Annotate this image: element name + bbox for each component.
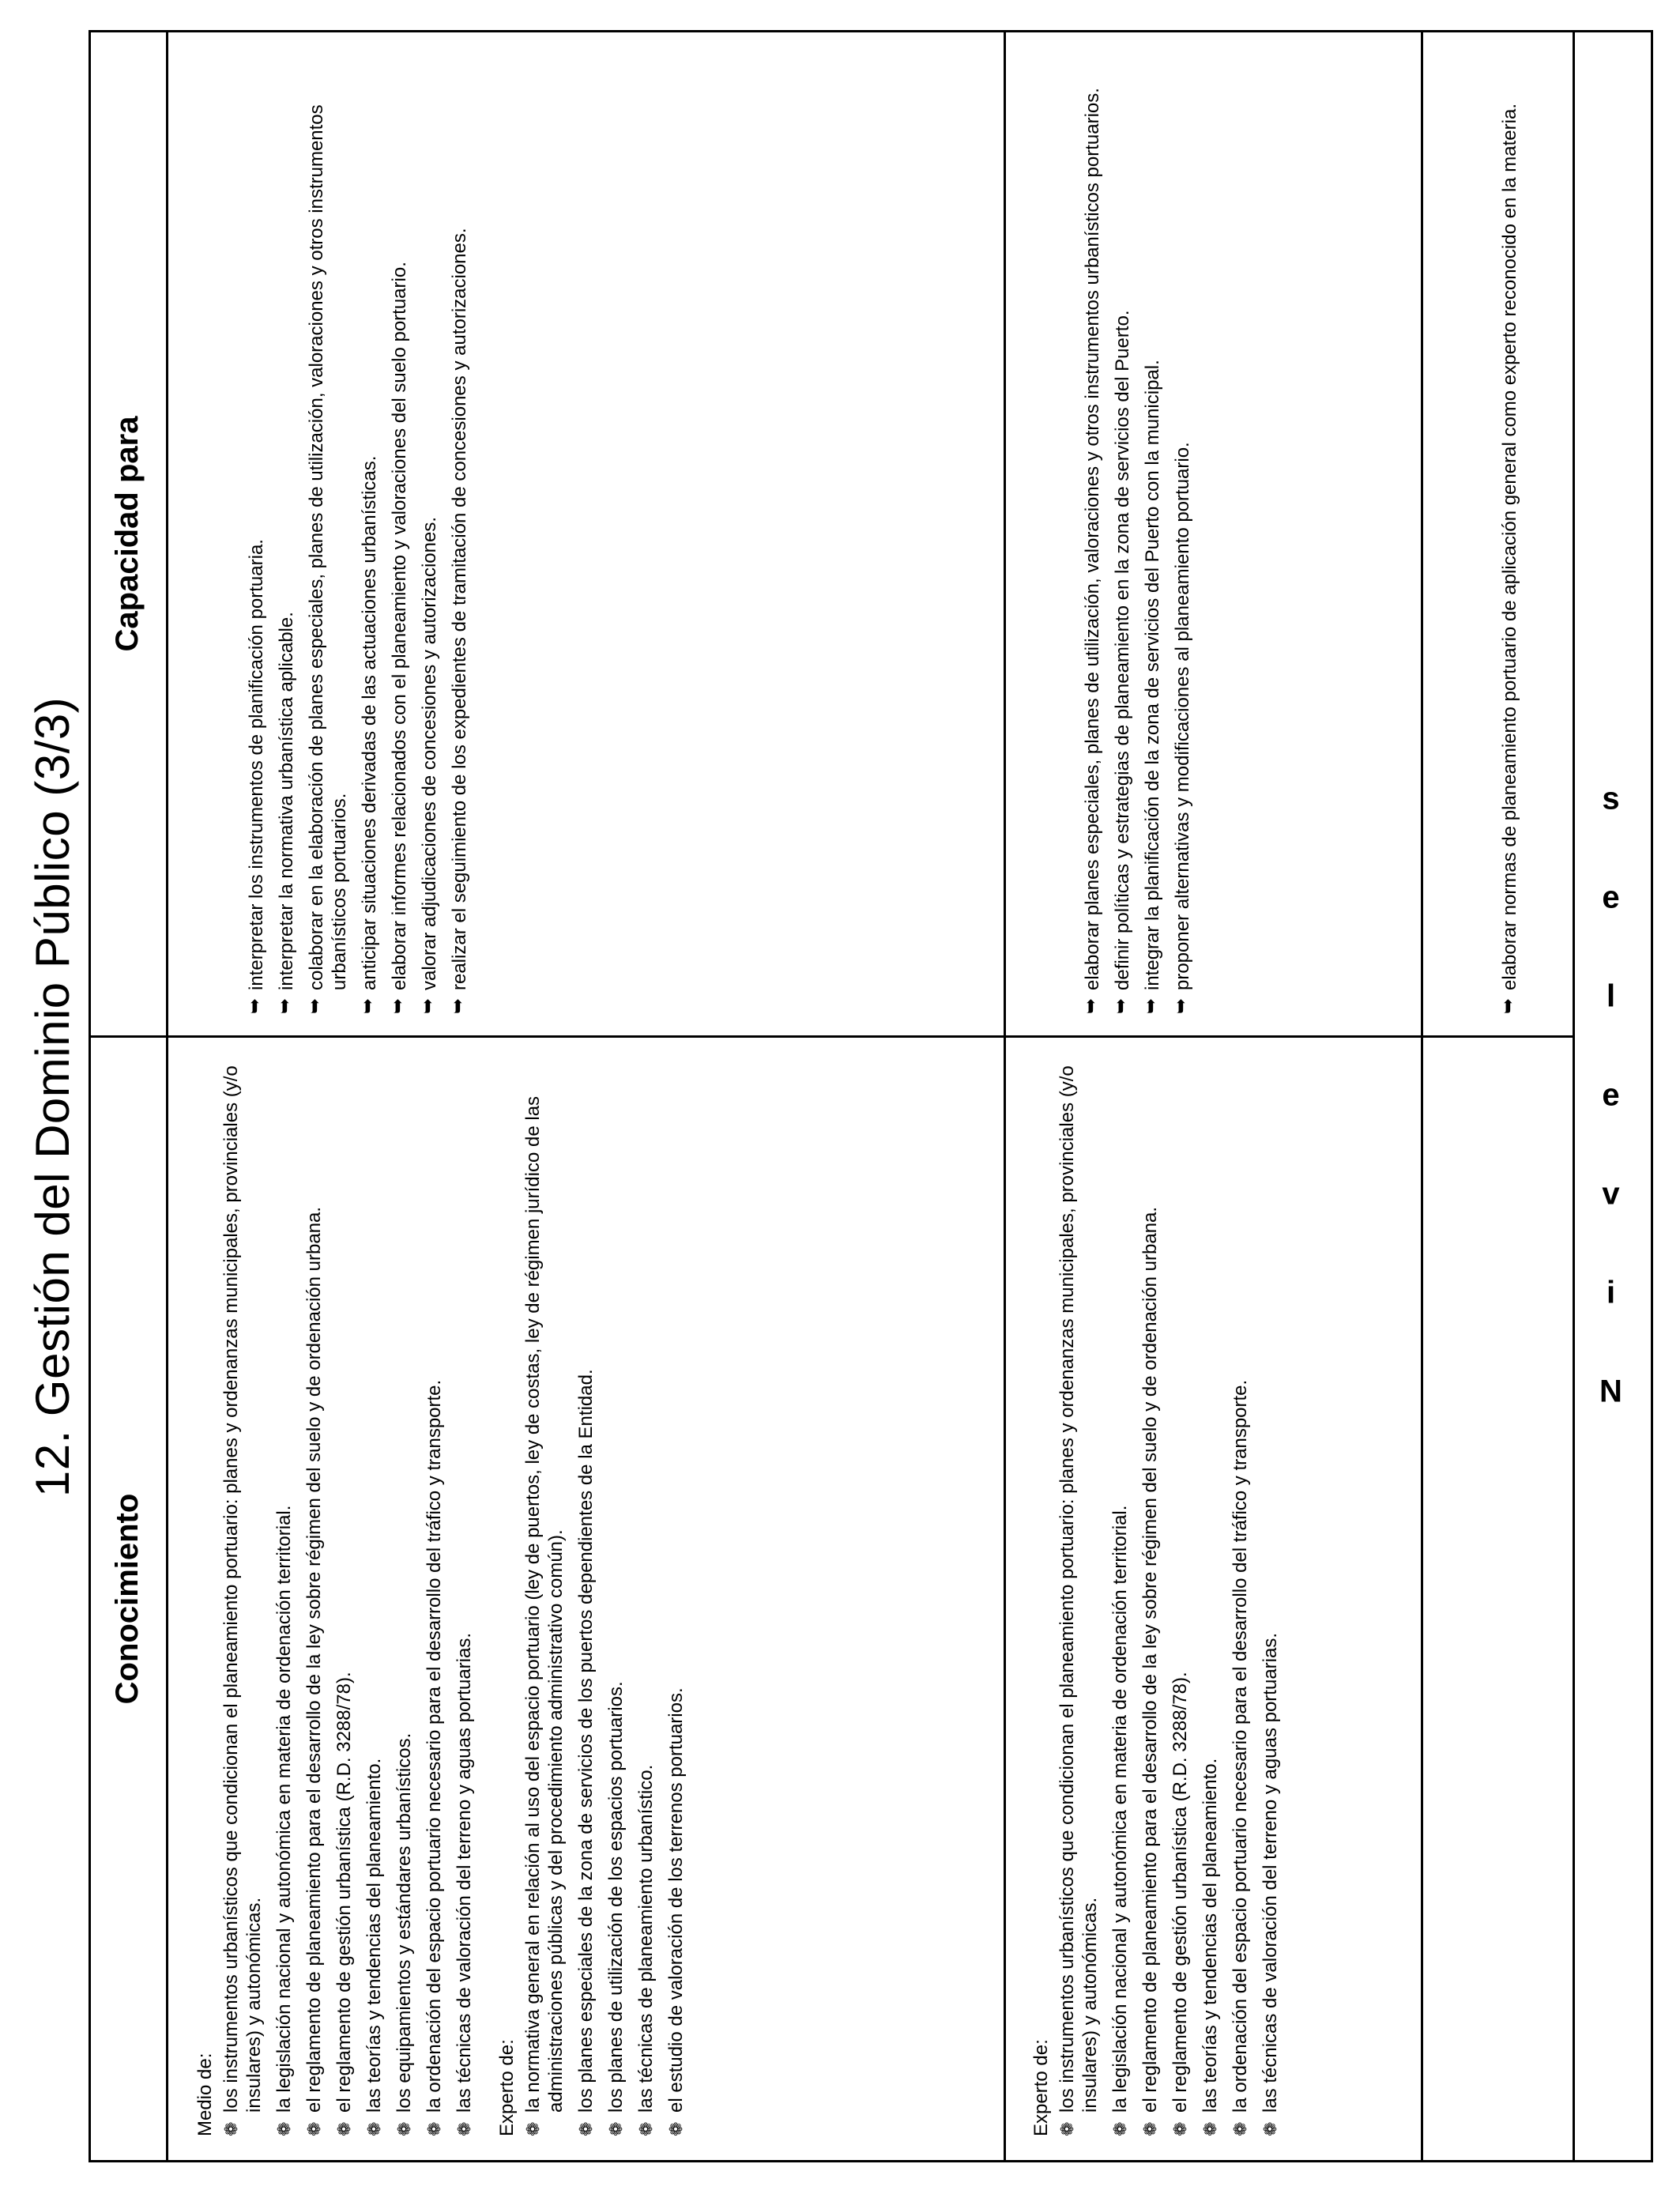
- knowledge-item-text: el estudio de valoración de los terrenos portuarios.: [665, 1687, 687, 2113]
- arrow-bullet-icon: ➥: [1170, 997, 1192, 1014]
- knowledge-item: [665, 1054, 687, 2136]
- flower-bullet-icon: ❁: [394, 2121, 414, 2136]
- niveles-letter: l: [1606, 978, 1615, 1014]
- knowledge-item: [635, 1054, 657, 2136]
- knowledge-item-text: los planes de utilización de los espacios portuarios.: [605, 1681, 627, 2113]
- capacity-item-text: definir políticas y estrategias de planeamiento en la zona de servicios del Puerto.: [1112, 310, 1133, 990]
- knowledge-cell: [194, 1054, 695, 2136]
- arrow-bullet-icon: ➥: [447, 997, 469, 1014]
- knowledge-item: [393, 1054, 416, 2136]
- knowledge-item: [273, 1054, 296, 2136]
- knowledge-item-text: las teorías y tendencias del planeamiento.: [1200, 1758, 1221, 2113]
- knowledge-item-text: las técnicas de planeamiento urbanístico.: [635, 1764, 657, 2113]
- niveles-label: [1579, 779, 1642, 1412]
- capacity-cell: [245, 50, 478, 1014]
- niveles-letter: v: [1601, 1176, 1620, 1212]
- competency-table: [89, 30, 1653, 2162]
- niveles-letter: N: [1599, 1374, 1622, 1409]
- knowledge-item-text: la ordenación del espacio portuario necesario para el desarrollo del tráfico y transporte.: [1230, 1379, 1251, 2113]
- capacity-item-text: anticipar situaciones derivadas de las actuaciones urbanísticas.: [359, 455, 380, 990]
- arrow-bullet-icon: ➥: [1140, 997, 1162, 1014]
- knowledge-item-text: los planes especiales de la zona de servicios de los puertos dependientes de la Entidad.: [575, 1369, 597, 2113]
- knowledge-item-text: el reglamento de gestión urbanística (R.D. 3288/78).: [1170, 1672, 1191, 2113]
- knowledge-group-intro: Experto de:: [496, 2039, 518, 2136]
- niveles-letter: s: [1601, 781, 1620, 816]
- knowledge-item: [1229, 1054, 1252, 2136]
- flower-bullet-icon: ❁: [454, 2121, 474, 2136]
- knowledge-item: [605, 1054, 627, 2136]
- flower-bullet-icon: ❁: [636, 2121, 656, 2136]
- knowledge-item-text: el reglamento de planeamiento para el desarrollo de la ley sobre régimen del suelo y de ordenación urbana.: [303, 1206, 325, 2113]
- arrow-bullet-icon: ➥: [417, 997, 439, 1014]
- capacity-item: [388, 50, 411, 1014]
- knowledge-item: [1259, 1054, 1282, 2136]
- knowledge-item-text: los instrumentos urbanísticos que condicionan el planeamiento portuario: planes y ordenanzas municipales, provinciales (y/o insulares) y autonómicas.: [220, 1065, 265, 2113]
- knowledge-item: [453, 1054, 476, 2136]
- flower-bullet-icon: ❁: [304, 2121, 324, 2136]
- capacity-item-text: interpretar la normativa urbanística aplicable.: [276, 612, 297, 990]
- capacity-item-text: proponer alternativas y modificaciones al planeamiento portuario.: [1172, 442, 1193, 990]
- knowledge-item-text: el reglamento de gestión urbanística (R.D. 3288/78).: [333, 1672, 355, 2113]
- knowledge-item-text: los equipamientos y estándares urbanísticos.: [394, 1732, 415, 2113]
- niveles-divider: [1573, 32, 1575, 2160]
- knowledge-item-text: las teorías y tendencias del planeamiento.: [363, 1758, 385, 2113]
- capacity-item: [448, 50, 471, 1014]
- knowledge-item: [333, 1054, 356, 2136]
- flower-bullet-icon: ❁: [334, 2121, 354, 2136]
- knowledge-item: [1139, 1054, 1162, 2136]
- flower-bullet-icon: ❁: [1110, 2121, 1130, 2136]
- knowledge-item-text: los instrumentos urbanísticos que condicionan el planeamiento portuario: planes y ordenanzas municipales, provinciales (y/o insulares) y autonómicas.: [1057, 1065, 1101, 2113]
- knowledge-cell: [1030, 1054, 1289, 2136]
- knowledge-item: [363, 1054, 386, 2136]
- capacity-item: [1111, 50, 1134, 1014]
- header-capacity: Capacidad para: [110, 416, 145, 652]
- knowledge-item: [423, 1054, 446, 2136]
- flower-bullet-icon: ❁: [606, 2121, 626, 2136]
- arrow-bullet-icon: ➥: [1080, 997, 1102, 1014]
- knowledge-item-text: el reglamento de planeamiento para el desarrollo de la ley sobre régimen del suelo y de ordenación urbana.: [1139, 1206, 1161, 2113]
- knowledge-group-intro: Experto de:: [1030, 2039, 1052, 2136]
- knowledge-item: [574, 1054, 597, 2136]
- knowledge-item: [522, 1054, 567, 2136]
- knowledge-item: [1056, 1054, 1102, 2136]
- capacity-item-text: elaborar planes especiales, planes de utilización, valoraciones y otros instrumentos urbanísticos portuarios.: [1082, 88, 1103, 990]
- arrow-bullet-icon: ➥: [387, 997, 409, 1014]
- flower-bullet-icon: ❁: [274, 2121, 294, 2136]
- niveles-letter: e: [1601, 1077, 1620, 1113]
- header-divider: [166, 32, 168, 2160]
- capacity-item-text: realizar el seguimiento de los expedientes de tramitación de concesiones y autorizaciones.: [449, 228, 470, 990]
- header-knowledge: Conocimiento: [110, 1493, 145, 1705]
- capacity-item: [1171, 50, 1194, 1014]
- column-divider: [91, 1035, 1573, 1038]
- arrow-bullet-icon: ➥: [274, 997, 296, 1014]
- knowledge-group-intro: Medio de:: [194, 2053, 216, 2136]
- knowledge-item: [1109, 1054, 1132, 2136]
- niveles-letter: e: [1601, 880, 1620, 915]
- capacity-item: [305, 50, 351, 1014]
- capacity-item-text: elaborar informes relacionados con el planeamiento y valoraciones del suelo portuario.: [389, 262, 410, 990]
- capacity-item: [245, 50, 268, 1014]
- capacity-item: [1141, 50, 1164, 1014]
- knowledge-item-text: las técnicas de valoración del terreno y aguas portuarias.: [454, 1632, 475, 2113]
- knowledge-item: [1199, 1054, 1222, 2136]
- flower-bullet-icon: ❁: [1170, 2121, 1190, 2136]
- flower-bullet-icon: ❁: [364, 2121, 384, 2136]
- knowledge-item-text: la legislación nacional y autonómica en materia de ordenación territorial.: [1109, 1505, 1131, 2113]
- capacity-item: [418, 50, 441, 1014]
- capacity-item: [1498, 50, 1521, 1014]
- knowledge-item-text: la ordenación del espacio portuario necesario para el desarrollo del tráfico y transporte.: [424, 1379, 445, 2113]
- flower-bullet-icon: ❁: [221, 2121, 241, 2136]
- flower-bullet-icon: ❁: [1140, 2121, 1160, 2136]
- knowledge-item: [220, 1054, 266, 2136]
- capacity-item: [1081, 50, 1104, 1014]
- capacity-item-text: integrar la planificación de la zona de servicios del Puerto con la municipal.: [1142, 360, 1163, 990]
- knowledge-item-text: la normativa general en relación al uso del espacio portuario (ley de puertos, ley de costas, ley de régimen jurídico de las administraciones públicas y del procedimiento administrativo común).: [522, 1095, 567, 2113]
- knowledge-item: [303, 1054, 326, 2136]
- flower-bullet-icon: ❁: [1230, 2121, 1250, 2136]
- page-title: 12. Gestión del Dominio Público (3/3): [26, 696, 79, 1498]
- flower-bullet-icon: ❁: [424, 2121, 444, 2136]
- arrow-bullet-icon: ➥: [244, 997, 266, 1014]
- knowledge-item-text: la legislación nacional y autonómica en materia de ordenación territorial.: [273, 1505, 295, 2113]
- niveles-letter: i: [1606, 1275, 1615, 1310]
- knowledge-item-text: las técnicas de valoración del terreno y aguas portuarias.: [1260, 1632, 1281, 2113]
- level-divider: [1004, 32, 1006, 2160]
- capacity-item-text: elaborar normas de planeamiento portuario de aplicación general como experto reconocido en la materia.: [1499, 104, 1520, 990]
- knowledge-item: [1169, 1054, 1192, 2136]
- flower-bullet-icon: ❁: [1200, 2121, 1220, 2136]
- arrow-bullet-icon: ➥: [1497, 997, 1519, 1014]
- capacity-item: [358, 50, 381, 1014]
- capacity-item-text: interpretar los instrumentos de planificación portuaria.: [246, 539, 267, 990]
- capacity-item: [275, 50, 298, 1014]
- flower-bullet-icon: ❁: [576, 2121, 596, 2136]
- capacity-cell: [1498, 50, 1528, 1014]
- capacity-item-text: colaborar en la elaboración de planes especiales, planes de utilización, valoraciones y otros instrumentos urbanísticos portuarios.: [306, 104, 350, 990]
- flower-bullet-icon: ❁: [1260, 2121, 1280, 2136]
- level-divider: [1421, 32, 1423, 2160]
- capacity-cell: [1081, 50, 1201, 1014]
- flower-bullet-icon: ❁: [523, 2121, 543, 2136]
- flower-bullet-icon: ❁: [666, 2121, 686, 2136]
- arrow-bullet-icon: ➥: [1110, 997, 1132, 1014]
- arrow-bullet-icon: ➥: [304, 997, 326, 1014]
- capacity-item-text: valorar adjudicaciones de concesiones y autorizaciones.: [419, 516, 440, 990]
- arrow-bullet-icon: ➥: [357, 997, 379, 1014]
- flower-bullet-icon: ❁: [1057, 2121, 1077, 2136]
